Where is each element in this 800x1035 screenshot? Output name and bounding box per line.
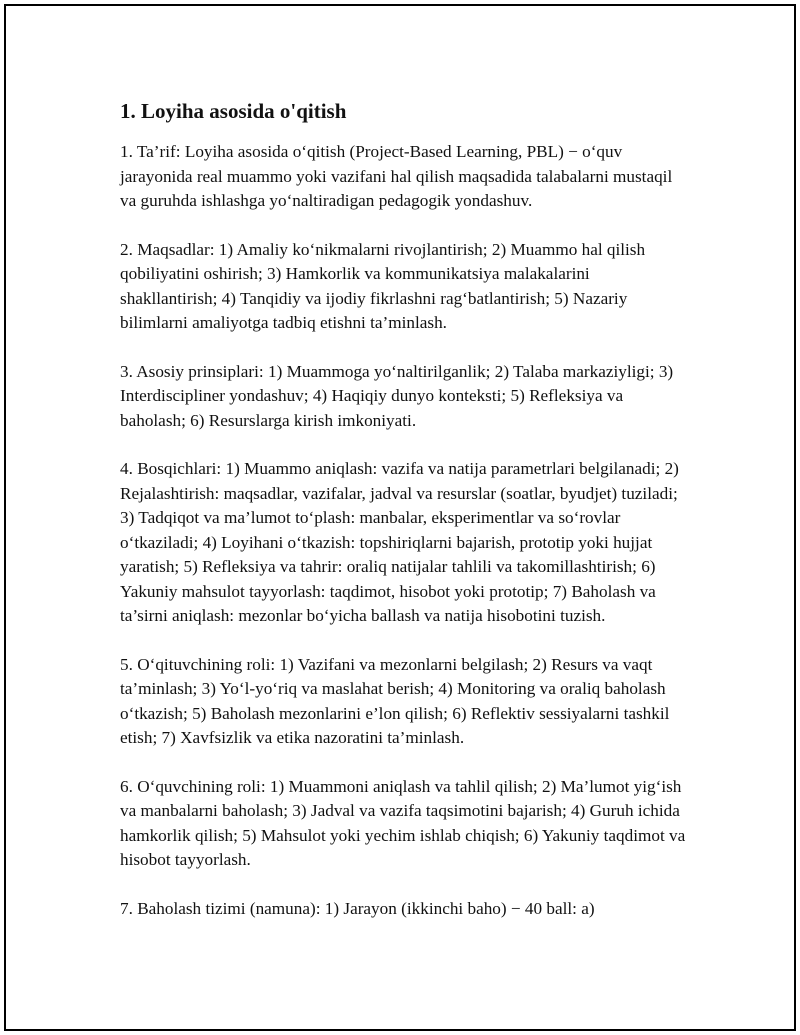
paragraph-assessment: 7. Baholash tizimi (namuna): 1) Jarayon (ikkinchi baho) − 40 ball: a) <box>120 898 595 918</box>
paragraph-teacher-role: 5. O‘qituvchining roli: 1) Vazifani va mezonlarni belgilash; 2) Resurs va vaqt ta’minlash; 3) Yo‘l-yo‘riq va maslahat berish; 4) Monitoring va oraliq baholash o‘tkazish; 5) Baholash mezonlarini e’lon qilish; 6) Reflektiv sessiyalarni tashkil etish; 7) Xavfsizlik va etika nazoratini ta’minlash. <box>120 654 670 747</box>
section-heading: 1. Loyiha asosida o'qitish <box>120 99 347 123</box>
paragraph-student-role: 6. O‘quvchining roli: 1) Muammoni aniqlash va tahlil qilish; 2) Ma’lumot yig‘ish va manbalarni baholash; 3) Jadval va vazifa taqsimotini bajarish; 4) Guruh ichida hamkorlik qilish; 5) Mahsulot yoki yechim ishlab chiqish; 6) Yakuniy taqdimot va hisobot tayyorlash. <box>120 776 686 869</box>
paragraph-goals: 2. Maqsadlar: 1) Amaliy ko‘nikmalarni rivojlantirish; 2) Muammo hal qilish qobiliyatini oshirish; 3) Hamkorlik va kommunikatsiya malakalarini shakllantirish; 4) Tanqidiy va ijodiy fikrlashni rag‘batlantirish; 5) Nazariy bilimlarni amaliyotga tadbiq etishni ta’minlash. <box>120 239 646 332</box>
document-page <box>4 4 796 1031</box>
paragraph-stages: 4. Bosqichlari: 1) Muammo aniqlash: vazifa va natija parametrlari belgilanadi; 2) Rejalashtirish: maqsadlar, vazifalar, jadval va resurslar (soatlar, byudjet) tuziladi; 3) Tadqiqot va ma’lumot to‘plash: manbalar, eksperimentlar va so‘rovlar o‘tkaziladi; 4) Loyihani o‘tkazish: topshiriqlarni bajarish, prototip yoki hujjat yaratish; 5) Refleksiya va tahrir: oraliq natijalar tahlili va takomillashtirish; 6) Yakuniy mahsulot tayyorlash: taqdimot, hisobot yoki prototip; 7) Baholash va ta’sirni aniqlash: mezonlar bo‘yicha ballash va natija hisobotini tuzish. <box>120 459 679 625</box>
paragraph-principles: 3. Asosiy prinsiplari: 1) Muammoga yo‘naltirilganlik; 2) Talaba markaziyligi; 3) Interdiscipliner yondashuv; 4) Haqiqiy dunyo konteksti; 5) Refleksiya va baholash; 6) Resurslarga kirish imkoniyati. <box>120 361 674 430</box>
document-content <box>120 96 690 945</box>
paragraph-definition: 1. Ta’rif: Loyiha asosida o‘qitish (Project-Based Learning, PBL) − o‘quv jarayonida real muammo yoki vazifani hal qilish maqsadida talabalarni mustaqil va guruhda ishlashga yo‘naltiradigan pedagogik yondashuv. <box>120 142 673 210</box>
